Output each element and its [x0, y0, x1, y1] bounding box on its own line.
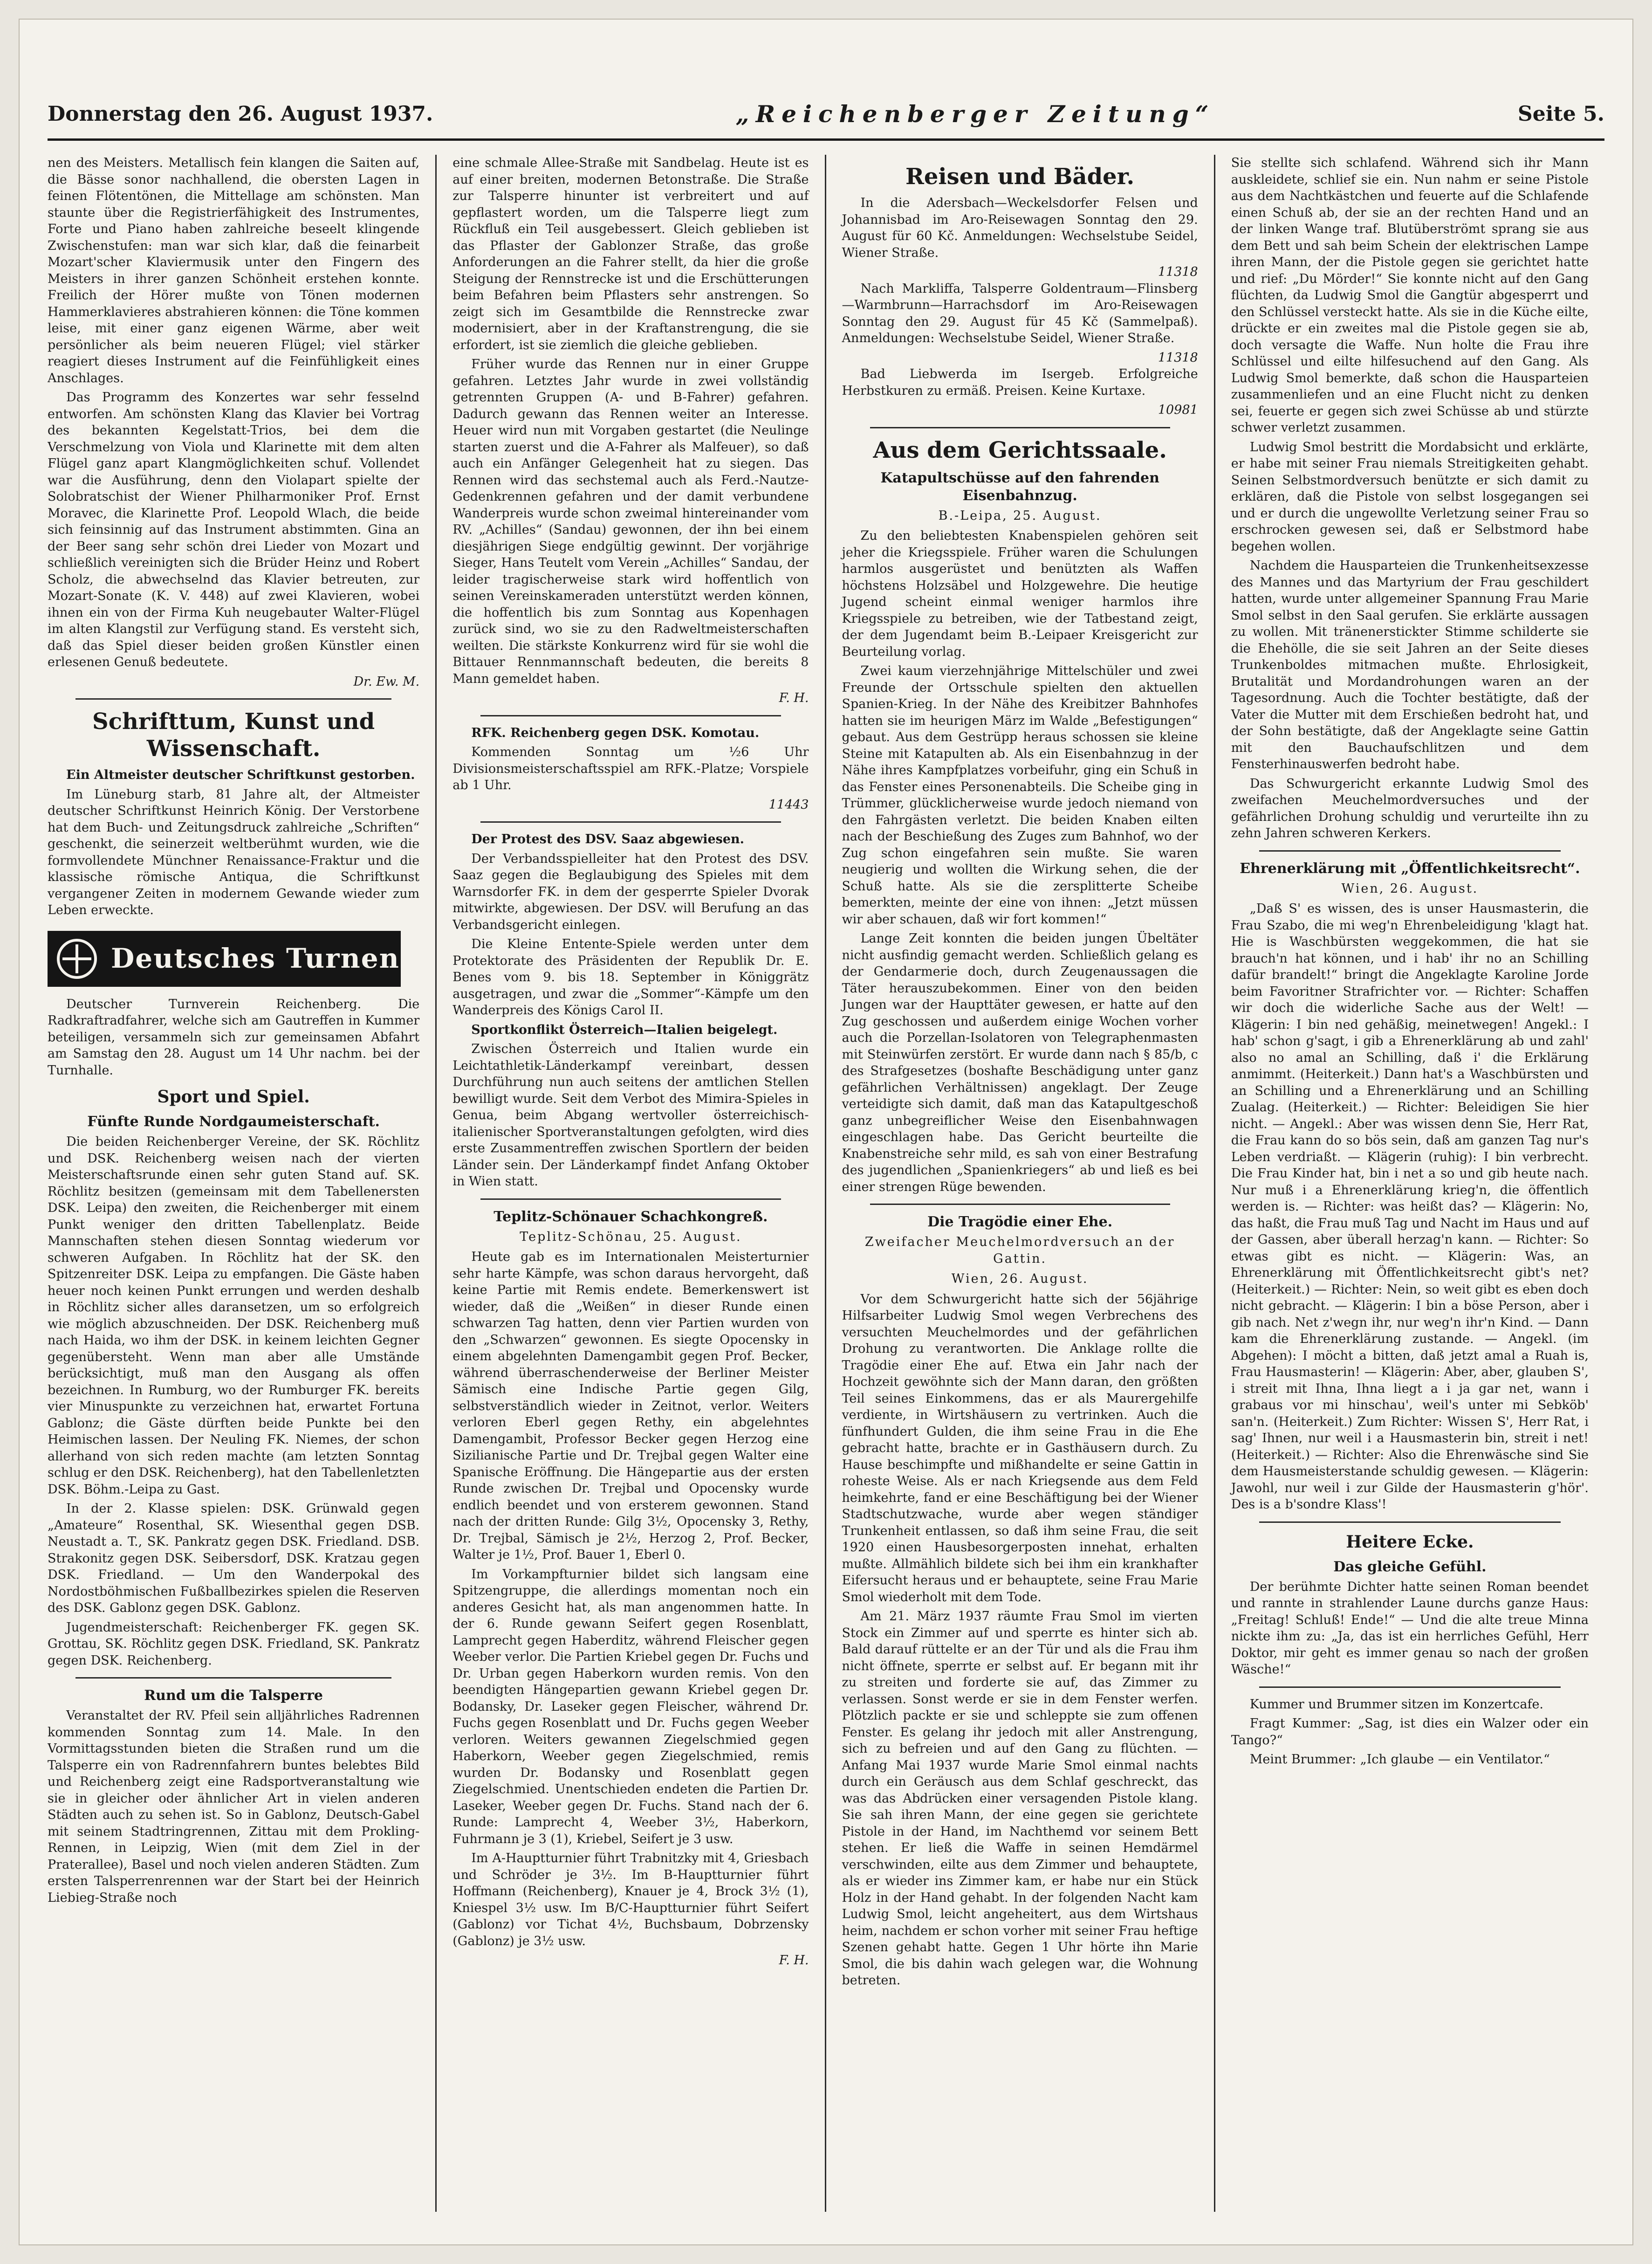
article-paragraph: Jugendmeisterschaft: Reichenberger FK. gegen SK. Grottau, SK. Röchlitz gegen DSK. Friedland, SK. Pankratz gegen DSK. Reichenberg. — [48, 1620, 420, 1668]
section-divider — [480, 1198, 781, 1200]
article-dateline: Wien, 26. August. — [1341, 881, 1479, 896]
article-paragraph: „Daß S' es wissen, des is unser Hausmasterin, die Frau Szabo, die mi weg'n Ehrenbeleidigung 'klagt hat. Hie is Waschbürsten weggekommen, die hat sie brauch'n hat können, und i hab' ihr no an Schilling dafür brandelt!“ bringt die Angeklagte Karoline Jorde beim Favoritner Strafrichter vor. — Richter: Schaffen wir doch die widerliche Sache aus der Welt! — Klägerin: I bin ned gehäßig, meinetwegen! Angekl.: I hab' schon g'sagt, i gib a Ehrenerklärung ab und zahl' also no amal an Schilling, daß i' die Erklärung anmimmt. (Heiterkeit.) Dann hat's a Waschbürsten und an Schilling und a Ehrenerklärung und an Schilling Zualag. (Heiterkeit.) — Richter: Beleidigen Sie hier nicht. — Angekl.: Aber was wissen denn Sie, Herr Rat, die Frau kann do so bös sein, daß am ganzen Tag nur's Leben verdriaßt. — Klägerin (ruhig): I bin verbrecht. Die Frau Kinder hat, bin i net a so und gib heute nach. Nur muß i a Ehrenerklärung krieg'n, die öffentlich werden is. — Richter: was heißt das? — Klägerin: No, das haßt, die Frau muß Tag und Nacht im Haus und auf der Gassen, aber überall herzag'n kann. — Richter: So etwas gibt es nicht. — Klägerin: Was, an Ehrenerklärung mit Öffentlichkeitsrecht gibt's net? (Heiterkeit.) — Richter: Nein, so weit gibt es eben doch nicht gebracht. — Klägerin: I bin a böse Person, aber i gib nach. Net z'wegn ihr, nur weg'n ihr'n Kind. — Dann kam die Ehrenerklärung zustande. — Angekl. (im Abgehen): I möcht a bitten, daß jetzt amal a Ruah is, Frau Hausmasterin! — Klägerin: Aber, aber, glauben S', i streit mit Ihna, Ihna liegt a i ja gar net, wann i grabaus vor mi hinschau', weil's unter mi Sebköb' san'n. (Heiterkeit.) Zum Richter: Wissen S', Herr Rat, i sag' Ihnen, nur weil i a Hausmasterin bin, streit i net! (Heiterkeit.) — Richter: Also die Ehrenwäsche sind Sie dem Hausmeisterstande schuldig gewesen. — Klägerin: Jawohl, nur weil i zur Gilde der Hausmasterin g'hör'. Des is a b'sondre Klass'! — [1231, 901, 1589, 1512]
article-columns — [48, 155, 1604, 2212]
article-subheading: RFK. Reichenberg gegen DSK. Komotau. — [471, 725, 760, 740]
section-divider — [75, 1677, 391, 1679]
ad-code: 11318 — [1158, 350, 1198, 365]
travel-ad: Bad Liebwerda im Isergeb. Erfolgreiche Herbstkuren zu ermäß. Preisen. Keine Kurtaxe. — [842, 367, 1198, 398]
section-heading: Sport und Spiel. — [157, 1087, 310, 1107]
article-paragraph: Im Lüneburg starb, 81 Jahre alt, der Altmeister deutscher Schriftkunst Heinrich König. Der Verstorbene hat dem Buch- und Zeitungsdruck zahlreiche „Schriften“ geschenkt, die seinerzeit weltberühmt wurden, wie die formvollendete Münchner Renaissance-Fraktur und die klassische römische Antiqua, die Schriftkunst vergangener Zeiten in modernem Gewande wieder zum Leben erweckte. — [48, 787, 420, 917]
section-heading: Reisen und Bäder. — [905, 164, 1135, 190]
article-subheading: Der Protest des DSV. Saaz abgewiesen. — [471, 832, 745, 846]
article-paragraph: Früher wurde das Rennen nur in einer Gruppe gefahren. Letztes Jahr wurde in zwei vollständig getrennten Gruppen (A- und B-Fahrer) gefahren. Dadurch gewann das Rennen weiter an Interesse. Heuer wird nun mit Vorgaben gestartet (die Neulinge starten zuerst und die A-Fahrer als Malfeuer), so daß auch ein Anfänger Gelegenheit hat zu siegen. Das Rennen wird das sechstemal auch als Ferd.-Nautze-Gedenkrennen gefahren und der damit verbundene Wanderpreis wurde schon zweimal hintereinander vom RV. „Achilles“ (Sandau) gewonnen, der ihn bei einem diesjährigen Siege endgültig gewinnt. Der vorjährige Sieger, Hans Teutelt vom Verein „Achilles“ Sandau, der leider tragischerweise stark wird hoffentlich von seinen Vereinskameraden unterstützt werden können, die hoffentlich bis zum Sonntag aus Kopenhagen zurück sind, wo sie zu den Radweltmeisterschaften weilten. Die stärkste Konkurrenz wird für sie wohl die Bittauer Rennmannschaft bedeuten, die bereits 8 Mann gemeldet haben. — [452, 357, 809, 686]
ad-code: 11318 — [1158, 265, 1198, 279]
article-paragraph: Sie stellte sich schlafend. Während sich ihr Mann auskleidete, schlief sie ein. Nun nahm er seine Pistole aus dem Nachtkästchen und feuerte auf die Schlafende einen Schuß ab, der sie an der rechten Hand und an der linken Wange traf. Blutüberströmt sprang sie aus dem Bett und sah beim Schein der elektrischen Lampe ihren Mann, der die Pistole gegen sie gerichtet hatte und rief: „Du Mörder!“ Sie konnte nicht auf den Gang flüchten, da Ludwig Smol die Gangtür abgesperrt und den Schlüssel versteckt hatte. Als sie in die Küche eilte, drückte er ein zweites mal die Pistole gegen sie ab, doch versagte die Waffe. Nun holte die Frau ihre Schlüssel und eilte hilfesuchend auf den Gang. Als Ludwig Smol bemerkte, daß schon die Hausparteien zusammenliefen und an eine Flucht nicht zu denken sei, feuerte er gegen sich zwei Schüsse ab und stürzte schwer verletzt zusammen. — [1231, 156, 1589, 435]
article-subheading: Zweifacher Meuchelmordversuch an der Gattin. — [864, 1235, 1175, 1266]
section-heading: Aus dem Gerichtssaale. — [873, 437, 1167, 463]
article-dateline: Wien, 26. August. — [951, 1272, 1089, 1286]
article-dateline: B.-Leipa, 25. August. — [938, 508, 1102, 523]
article-paragraph: Der berühmte Dichter hatte seinen Roman beendet und rannte in strahlender Laune durchs ganze Haus: „Freitag! Schluß! Ende!“ — Und die alte treue Minna nickte ihm zu: „Ja, das ist ein herrliches Gefühl, Herr Doktor, mir geht es immer genau so nach der großen Wäsche!“ — [1231, 1579, 1589, 1677]
article-paragraph: Das Schwurgericht erkannte Ludwig Smol des zweifachen Meuchelmordversuches und der gefährlichen Drohung schuldig und verurteilte ihn zu zehn Jahren schweren Kerkers. — [1231, 776, 1589, 840]
article-paragraph: Kommenden Sonntag um ½6 Uhr Divisionsmeisterschaftsspiel am RFK.-Platze; Vorspiele ab 1 Uhr. — [452, 745, 809, 792]
banner-title: Deutsches Turnen — [111, 942, 400, 974]
article-heading: Katapultschüsse auf den fahrenden Eisenbahnzug. — [880, 469, 1159, 504]
section-divider — [480, 715, 781, 716]
section-banner — [48, 931, 401, 987]
article-dateline: Teplitz-Schönau, 25. August. — [520, 1229, 742, 1244]
section-divider — [1259, 1686, 1561, 1688]
page-number: Seite 5. — [1517, 102, 1604, 126]
travel-ad: Nach Markliffa, Talsperre Goldentraum—Flinsberg—Warmbrunn—Harrachsdorf im Aro-Reisewagen Sonntag den 29. August für 45 Kč (Sammelpaß). Anmeldungen: Wechselstube Seidel, Wiener Straße. — [842, 281, 1198, 345]
article-paragraph: nen des Meisters. Metallisch fein klangen die Saiten auf, die Bässe sonor nachhallend, die obersten Lagen in feinen Flötentönen, die Mittellage am schönsten. Man staunte über die Registrierfähigkeit des Instrumentes, Forte und Piano haben zahlreiche beseelt klingende Zwischenstufen: man war sich klar, daß die feinarbeit Mozart'scher Klaviermusik unter den Fingern des Meisters in ihrer ganzen Schönheit erstehen konnte. Freilich der Hörer mußte von Tönen modernen Hammerklavieres abstrahieren können: die Töne kommen leise, mit einer ganz eigenen Wärme, aber weit persönlicher als beim neueren Flügel; viel stärker reagiert dieses Instrument auf die Feinfühligkeit eines Anschlages. — [48, 156, 420, 385]
article-signature: Dr. Ew. M. — [353, 674, 420, 689]
article-paragraph: Kummer und Brummer sitzen im Konzertcafe. — [1249, 1697, 1544, 1712]
travel-ad: In die Adersbach—Weckelsdorfer Felsen und Johannisbad im Aro-Reisewagen Sonntag den 29. August für 60 Kč. Anmeldungen: Wechselstube Seidel, Wiener Straße. — [842, 196, 1198, 260]
article-paragraph: Das Programm des Konzertes war sehr fesselnd entworfen. Am schönsten Klang das Klavier bei Vortrag des bekannten Kegelstatt-Trios, bei dem die Verschmelzung von Viola und Klarinette mit dem alten Flügel ganz apart Klangmöglichkeiten schuf. Vollendet war die Ausführung, denn den Violapart spielte der Solobratschist der Wiener Philharmoniker Prof. Ernst Moravec, die Klarinette Prof. Leopold Wlach, die beide sich feinsinnig auf das Instrument abstimmten. Gina an der Beer sang sehr schön drei Lieder von Mozart und schließlich vereinigten sich die Brüder Heinz und Robert Scholz, die abwechselnd das Klavier betreuten, zur Mozart-Sonate (K. V. 448) auf zwei Klavieren, wobei ihnen ein von der Firma Kuh neugebauter Walter-Flügel im alten Klangstil zur Verfügung stand. Es versteht sich, daß das Spiel dieser beiden großen Künstler einen erlesenen Genuß bedeutete. — [48, 390, 420, 669]
column-1 — [48, 155, 437, 2212]
section-heading: Schrifttum, Kunst und Wissenschaft. — [92, 709, 375, 762]
section-heading: Heitere Ecke. — [1346, 1532, 1474, 1552]
article-paragraph: Heute gab es im Internationalen Meisterturnier sehr harte Kämpfe, was schon daraus hervorgeht, daß keine Partie mit Remis endete. Bemerkenswert ist wieder, daß die „Weißen“ in dieser Runde einen schwarzen Tag hatten, denn vier Partien wurden von den „Schwarzen“ gewonnen. Es siegte Opocensky in einem abgelehnten Damengambit gegen Prof. Becker, während überraschenderweise der Berliner Meister Sämisch eine Indische Partie gegen Gilg, selbstverständlich wieder in Zeitnot, verlor. Weiters verloren Eberl gegen Rethy, ein abgelehntes Damengambit, Professor Becker gegen Herzog eine Sizilianische Partie und Dr. Trejbal gegen Walter eine Spanische Eröffnung. Die Hängepartie aus der ersten Runde zwischen Dr. Trejbal und Opocensky wurde endlich beendet und von ersterem gewonnen. Stand nach der dritten Runde: Gilg 3½, Opocensky 3, Rethy, Dr. Trejbal, Sämisch je 2½, Herzog 2, Prof. Becker, Walter je 1½, Prof. Bauer 1, Eberl 0. — [452, 1250, 809, 1562]
newspaper-title: „Reichenberger Zeitung“ — [735, 100, 1215, 128]
article-signature: F. H. — [779, 691, 809, 705]
section-divider — [480, 821, 781, 823]
article-paragraph: Im Vorkampfturnier bildet sich langsam eine Spitzengruppe, die allerdings momentan noch ein anderes Gesicht hat, als man angenommen hatte. In der 6. Runde gewann Seifert gegen Rosenblatt, Lamprecht gegen Haberditz, während Fleischer gegen Weeber verlor. Die Partien Kriebel gegen Dr. Fuchs und Dr. Urban gegen Haberkorn wurden remis. Von den beendigten Hängepartien gewann Kriebel gegen Dr. Bodansky, Dr. Laseker gegen Fleischer, während Dr. Fuchs gegen Rosenblatt und Dr. Fuchs gegen Weeber verloren. Weiters gewannen Ziegelschmied gegen Haberkorn, Weeber gegen Ziegelschmied, remis wurden Dr. Bodansky und Rosenblatt gegen Ziegelschmied. Unentschieden endeten die Partien Dr. Laseker, Weeber gegen Dr. Fuchs. Stand nach der 6. Runde: Lamprecht 4, Weeber 3½, Haberkorn, Fuhrmann je 3 (1), Kriebel, Seifert je 3 usw. — [452, 1567, 809, 1846]
article-paragraph: Ludwig Smol bestritt die Mordabsicht und erklärte, er habe mit seiner Frau niemals Streitigkeiten gehabt. Seinen Selbstmordversuch benützte er sich damit zu erklären, daß die Pistole von selbst losgegangen sei und er durch die ungewollte Verletzung seiner Frau so erschrocken gewesen sei, daß er Selbstmord habe begehen wollen. — [1231, 440, 1589, 554]
article-paragraph: Im A-Hauptturnier führt Trabnitzky mit 4, Griesbach und Schröder je 3½. Im B-Hauptturnier führt Hoffmann (Reichenberg), Knauer je 4, Brock 3½ (1), Kniespel 3½ usw. Im B/C-Hauptturnier führt Seifert (Gablonz) vor Tichat 4½, Buchsbaum, Dobrzensky (Gablonz) je 3½ usw. — [452, 1851, 809, 1948]
turnerkreuz-icon — [57, 939, 97, 979]
article-paragraph: Die beiden Reichenberger Vereine, der SK. Röchlitz und DSK. Reichenberg weisen nach der vierten Meisterschaftsrunde einen sehr guten Stand auf. SK. Röchlitz besitzen (gemeinsam mit dem Tabellenersten DSK. Leipa) den zweiten, die Reichenberger mit einem Punkt weniger den dritten Tabellenplatz. Beide Mannschaften stehen diesen Sonntag wiederum vor schweren Aufgaben. In Röchlitz hat der SK. den Spitzenreiter DSK. Leipa zu empfangen. Die Gäste haben heuer noch keinen Punkt errungen und werden deshalb in Röchlitz sicher alles daransetzen, um so erfolgreich wie möglich abzuschneiden. Der DSK. Reichenberg muß nach Haida, wo ihm der DSK. in keinem leichten Gegner gegenübersteht. Wenn man aber alle Umstände berücksichtigt, muß man den Ausgang als offen bezeichnen. In Rumburg, wo der Rumburger FK. bereits vier Minuspunkte zu verzeichnen hat, erwartet Fortuna Gablonz; die Gäste dürften beide Punkte bei den Heimischen lassen. Der Neuling FK. Niemes, der schon allerhand von sich reden machte (am letzten Sonntag schlug er den DSK. Reichenberg), hat den Tabellenletzten DSK. Böhm.-Leipa zu Gast. — [48, 1135, 420, 1497]
article-heading: Ehrenerklärung mit „Öffentlichkeitsrecht“. — [1240, 860, 1580, 877]
article-paragraph: Veranstaltet der RV. Pfeil sein alljährliches Radrennen kommenden Sonntag zum 14. Male. In den Vormittagsstunden bieten die Straßen rund um die Talsperre ein von Radrennfahrern buntes belebtes Bild und Reichenberg zeigt eine Radsportveranstaltung wie sie in gleicher oder ähnlicher Art in vielen anderen Städten auch zu sehen ist. So in Gablonz, Deutsch-Gabel mit seinem Stadtringrennen, Zittau mit dem Prokling-Rennen, in Leipzig, Wien (mit dem Ziel in der Praterallee), Basel und noch vielen anderen Städten. Zum ersten Talsperrenrennen war der Start bei der Heinrich Liebieg-Straße noch — [48, 1708, 420, 1905]
article-subheading: Sportkonflikt Österreich—Italien beigelegt. — [471, 1022, 778, 1037]
article-paragraph: Nachdem die Hausparteien die Trunkenheitsexzesse des Mannes und das Martyrium der Frau geschildert hatten, wurde unter allgemeiner Spannung Frau Marie Smol selbst in den Saal gerufen. Sie erklärte aussagen zu wollen. Mit tränenerstickter Stimme schilderte sie die Ehehölle, die sie seit Jahren an der Seite dieses Trunkenboldes mitmachen mußte. Ehrlosigkeit, Brutalität und Mordandrohungen waren an der Tagesordnung. Auch die Tochter bestätigte, daß der Vater die Mutter mit dem Erschießen bedroht hat, und der Sohn bestätigte, daß der Angeklagte seine Gattin mit den Bauchaufschlitzen und dem Fensterhinauswerfen bedroht habe. — [1231, 558, 1589, 771]
article-paragraph: Zu den beliebtesten Knabenspielen gehören seit jeher die Kriegsspiele. Früher waren die Schulungen harmlos ausgerüstet und benützten als Waffen höchstens Holzsäbel und Holzgewehre. Die heutige Jugend scheint einmal weniger harmlos ihre Kriegsspiele zu betreiben, wie der Tatbestand zeigt, der dem Jugendamt beim B.-Leipaer Kreisgericht zur Beurteilung vorlag. — [842, 529, 1198, 659]
column-4 — [1215, 155, 1604, 2212]
article-paragraph: Fragt Kummer: „Sag, ist dies ein Walzer oder ein Tango?“ — [1231, 1716, 1589, 1748]
section-divider — [75, 698, 391, 700]
article-paragraph: Die Kleine Entente-Spiele werden unter dem Protektorate des Präsidenten der Republik Dr. E. Benes vom 9. bis 18. September in Königgrätz ausgetragen, und zwar die „Sommer“-Kämpfe um den Wanderpreis des Königs Carol II. — [452, 937, 809, 1018]
page-header — [48, 89, 1604, 141]
column-2 — [437, 155, 826, 2212]
column-3 — [826, 155, 1215, 2212]
article-subheading: Ein Altmeister deutscher Schriftkunst gestorben. — [66, 768, 415, 782]
section-divider — [1259, 1521, 1561, 1523]
section-divider — [1259, 850, 1561, 852]
article-signature: F. H. — [779, 1953, 809, 1968]
article-paragraph: Am 21. März 1937 räumte Frau Smol im vierten Stock ein Zimmer auf und sperrte es hinter sich ab. Bald darauf rüttelte er an der Tür und als die Frau ihm nicht öffnete, sperrte er selbst auf. Er begann mit ihr zu streiten und forderte sie auf, das Zimmer zu verlassen. Sonst werde er sie in dem Fenster werfen. Plötzlich packte er sie und schleppte sie zum offenen Fenster. Es gelang ihr jedoch mit aller Anstrengung, sich zu befreien und auf den Gang zu flüchten. — Anfang Mai 1937 wurde Marie Smol einmal nachts durch ein Geräusch aus dem Schlaf geschreckt, das was das Abdrücken einer versagenden Pistole klang. Sie sah ihren Mann, der eine gegen sie gerichtete Pistole in der Hand, im Nachthemd vor seinem Bett stehen. Er ließ die Waffe in seinen Hemdärmel verschwinden, eilte aus dem Zimmer und behauptete, als er wieder ins Zimmer kam, er habe nur ein Stück Holz in der Hand gehabt. In der folgenden Nacht kam Ludwig Smol, leicht angeheitert, aus dem Wirtshaus heim, nachdem er schon vorher mit seiner Frau heftige Szenen gehabt hatte. Gegen 1 Uhr hörte ihn Marie Smol, die bis dahin wach gelegen war, die Wohnung betreten. — [842, 1609, 1198, 1988]
section-divider — [870, 427, 1170, 428]
article-paragraph: Vor dem Schwurgericht hatte sich der 56jährige Hilfsarbeiter Ludwig Smol wegen Verbrechens des versuchten Meuchelmordes und der gefährlichen Drohung zu verantworten. Die Anklage rollte die Tragödie einer Ehe auf. Etwa ein Jahr nach der Hochzeit gewöhnte sich der Mann daran, den größten Teil seines Einkommens, das er als Maurergehilfe verdiente, in Wirtshäusern zu vertrinken. Auch die fünfhundert Gulden, die ihm seine Frau in die Ehe gebracht hatte, brachte er in Gasthäusern durch. Zu Hause beschimpfte und mißhandelte er seine Gattin in roheste Weise. Als er nach Kriegsende aus dem Feld heimkehrte, fand er eine Beschäftigung bei der Wiener Stadtschutzwache, wurde aber wegen ständiger Trunkenheit entlassen, so daß ihm seine Frau, die seit 1920 einen Hausbesorgerposten innehat, erhalten mußte. Allmählich bildete sich bei ihm ein krankhafter Eifersucht heraus und er behauptete, seine Frau Marie Smol wiederholt mit dem Tode. — [842, 1292, 1198, 1604]
article-heading: Das gleiche Gefühl. — [1333, 1558, 1487, 1575]
article-paragraph: Zwischen Österreich und Italien wurde ein Leichtathletik-Länderkampf vereinbart, dessen Durchführung nun auch seitens der amtlichen Stellen bewilligt wurde. Seit dem Verbot des Mimira-Spieles in Genua, beim Abgang wertvoller österreichisch-italienischer Sportveranstaltungen gefolgten, wird dies erste Zusammentreffen zwischen Sportlern der beiden Länder sein. Der Länderkampf findet Anfang Oktober in Wien statt. — [452, 1042, 809, 1189]
article-paragraph: Meint Brummer: „Ich glaube — ein Ventilator.“ — [1249, 1752, 1550, 1767]
article-heading: Rund um die Talsperre — [144, 1687, 323, 1704]
ad-code: 10981 — [1158, 403, 1198, 417]
article-paragraph: Der Verbandsspielleiter hat den Protest des DSV. Saaz gegen die Beglaubigung des Spieles mit dem Warnsdorfer FK. in dem der gesperrte Spieler Dvorak mitwirkte, abgewiesen. Der DSV. will Berufung an das Verbandsgericht einlegen. — [452, 851, 809, 932]
article-paragraph: In der 2. Klasse spielen: DSK. Grünwald gegen „Amateure“ Rosenthal, SK. Wiesenthal gegen DSB. Neustadt a. T., SK. Pankratz gegen DSK. Friedland. DSB. Strakonitz gegen DSK. Seibersdorf, DSK. Kratzau gegen DSK. Friedland. — Um den Wanderpokal des Nordostböhmischen Fußballbezirkes spielen die Reserven des DSK. Gablonz gegen DSK. Gablonz. — [48, 1501, 420, 1615]
article-heading: Die Tragödie einer Ehe. — [927, 1214, 1113, 1230]
article-heading: Fünfte Runde Nordgaumeisterschaft. — [87, 1114, 380, 1130]
article-paragraph: eine schmale Allee-Straße mit Sandbelag. Heute ist es auf einer breiten, modernen Betonstraße. Die Straße zur Talsperre hinunter ist verbreitert und auf gepflastert worden, um die Talsperre liegt zum Rückfluß ein Teil ausgebessert. Gleich geblieben ist das Pflaster der Gablonzer Straße, das große Anforderungen an die Fahrer stellt, da hier die große Steigung der Rennstrecke ist und die Erschütterungen beim Befahren beim Pflasters sehr anstrengen. So zeigt sich im Gesamtbilde die Rennstrecke zwar modernisiert, aber in der Kraftanstrengung, die sie erfordert, ist sie ziemlich die gleiche geblieben. — [452, 156, 809, 352]
ad-code: 11443 — [768, 797, 809, 812]
section-divider — [870, 1204, 1170, 1205]
issue-date: Donnerstag den 26. August 1937. — [48, 102, 433, 126]
article-paragraph: Lange Zeit konnten die beiden jungen Übeltäter nicht ausfindig gemacht werden. Schließlich gelang es der Gendarmerie doch, durch Zeugenaussagen die Täter herauszubekommen. Einer von den beiden Jungen war der Haupttäter gewesen, er hatte auf den Zug geschossen und außerdem einige Wochen vorher auch die Porzellan-Isolatoren von Telegraphenmasten mit Steinwürfen zerstört. Er wurde dann nach § 85/b, c des Strafgesetzes (boshafte Beschädigung unter ganz gefährlichen Verhältnissen) angeklagt. Der Zeuge verteidigte sich damit, daß man das Katapultgeschoß ganz unbegreiflicher Weise den Eisenbahnwagen eingeschlagen habe. Das Gericht beurteilte die Knabenstreiche sehr mild, es sah von einer Bestrafung des jugendlichen „Spanienkriegers“ ab und ließ es bei einer strengen Rüge bewenden. — [842, 931, 1198, 1194]
newspaper-page — [19, 19, 1633, 2245]
article-paragraph: Deutscher Turnverein Reichenberg. Die Radkraftradfahrer, welche sich am Gautreffen in Kummer beteiligen, versammeln sich zur gemeinsamen Abfahrt am Samstag den 28. August um 14 Uhr nachm. bei der Turnhalle. — [48, 997, 420, 1078]
article-heading: Teplitz-Schönauer Schachkongreß. — [494, 1208, 768, 1225]
article-paragraph: Zwei kaum vierzehnjährige Mittelschüler und zwei Freunde der Ortsschule spielten den aktuellen Spanien-Krieg. In der Nähe des Kreibitzer Bahnhofes hatten sie im heurigen März im Walde „Befestigungen“ gebaut. Aus dem Gestrüpp heraus schossen sie kleine Steine mit Katapulten ab. Als ein Eisenbahnzug in der Nähe ihres Kampfplatzes vorbeifuhr, ging ein Schuß in das Fenster eines Personenabteils. Die Scheibe ging in Trümmer, glücklicherweise wurde jedoch niemand von den Fahrgästen verletzt. Die beiden Knaben eilten nach der Beschießung des Zuges zum Bahnhof, wo der Zug schon eingefahren sein mußte. Sie waren neugierig und wollten die Wirkung sehen, die der Schuß hatte. Als sie die zersplitterte Scheibe bemerkten, meinte der eine von ihnen: „Jetzt müssen wir aber schauen, daß wir fort kommen!“ — [842, 664, 1198, 927]
